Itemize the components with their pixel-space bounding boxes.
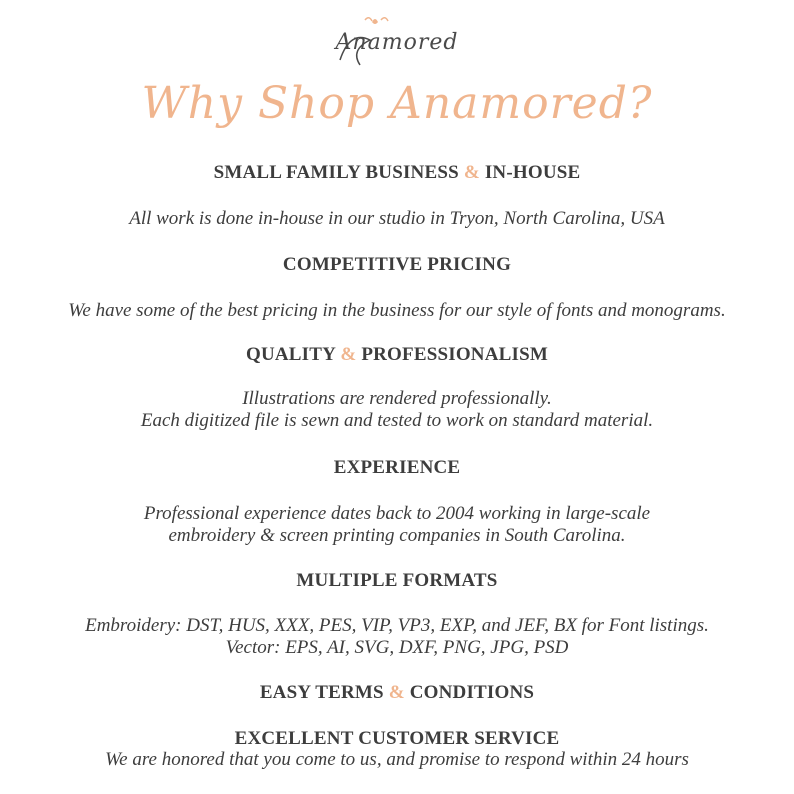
section-title-formats [0, 570, 794, 592]
section-title-customer-service [0, 728, 794, 750]
section-desc-pricing [0, 300, 794, 322]
title-part: COMPETITIVE PRICING [282, 254, 512, 275]
section-title-terms [0, 682, 794, 704]
title-part: EASY TERMS [259, 682, 384, 703]
section-title-quality [0, 344, 794, 366]
desc-line: Embroidery: DST, HUS, XXX, PES, VIP, VP3, EXP, and JEF, BX for Font listings. [85, 615, 709, 636]
title-part: CONDITIONS [409, 682, 535, 703]
title-part: SMALL FAMILY BUSINESS [213, 162, 459, 183]
desc-line: Vector: EPS, AI, SVG, DXF, PNG, JPG, PSD [225, 637, 569, 658]
desc-line: All work is done in-house in our studio in Tryon, North Carolina, USA [129, 208, 665, 229]
title-part: IN-HOUSE [484, 162, 581, 183]
ampersand: & [340, 344, 357, 365]
desc-line: Professional experience dates back to 2004 working in large-scale [143, 503, 651, 524]
page-heading: Why Shop Anamored? [141, 78, 653, 129]
section-desc-customer-service [0, 749, 794, 771]
section-desc-family-business [0, 208, 794, 230]
desc-line: Illustrations are rendered professionally. [242, 388, 552, 409]
title-part: QUALITY [245, 344, 336, 365]
section-title-family-business [0, 162, 794, 184]
section-title-experience [0, 457, 794, 479]
section-desc-formats [0, 615, 794, 659]
desc-line: We are honored that you come to us, and promise to respond within 24 hours [105, 749, 689, 770]
title-part: EXCELLENT CUSTOMER SERVICE [234, 728, 560, 749]
section-desc-experience [0, 503, 794, 547]
ampersand: & [463, 162, 480, 183]
desc-line: We have some of the best pricing in the business for our style of fonts and monograms. [68, 300, 726, 321]
desc-line: embroidery & screen printing companies in South Carolina. [168, 525, 626, 546]
section-desc-quality [0, 388, 794, 432]
title-part: PROFESSIONALISM [361, 344, 549, 365]
brand-logo [0, 8, 794, 74]
logo-text: Anamored [335, 30, 459, 55]
ampersand: & [388, 682, 405, 703]
section-title-pricing [0, 254, 794, 276]
title-part: EXPERIENCE [333, 457, 461, 478]
title-part: MULTIPLE FORMATS [296, 570, 498, 591]
desc-line: Each digitized file is sewn and tested to work on standard material. [140, 410, 654, 431]
